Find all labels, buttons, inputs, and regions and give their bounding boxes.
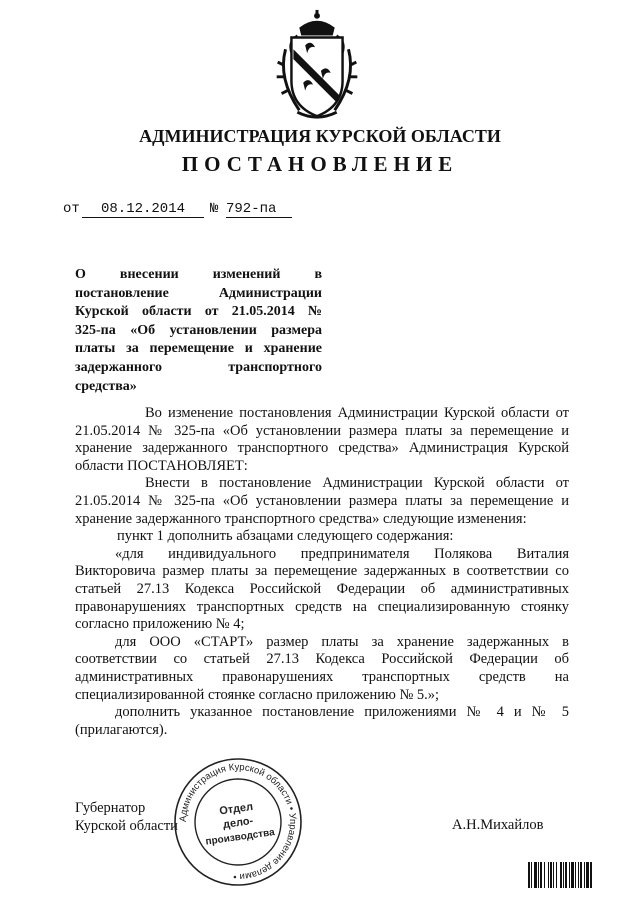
- stamp-center-line: Отдел: [218, 800, 254, 818]
- document-type-title: ПОСТАНОВЛЕНИЕ: [181, 152, 459, 176]
- body-line: области ПОСТАНОВЛЯЕТ:: [75, 457, 248, 474]
- barcode-bar: [553, 862, 554, 888]
- subject-line: постановление Администрации: [75, 285, 322, 301]
- body-line: хранение задержанного транспортного средства» Администрация Курской: [75, 440, 569, 457]
- barcode-bar: [584, 862, 585, 888]
- date-prefix: от: [63, 201, 80, 217]
- body-line: Внести в постановление Администрации Курской области от: [145, 475, 569, 492]
- document-subject: [75, 266, 322, 396]
- signatory-position-line: Губернатор: [75, 800, 146, 816]
- barcode-bar: [556, 862, 557, 888]
- barcode-bar: [534, 862, 537, 888]
- barcode-bar: [560, 862, 562, 888]
- stamp-center-line: производства: [204, 827, 276, 848]
- subject-line: Курской области от 21.05.2014 №: [75, 304, 322, 320]
- body-line: хранение задержанного транспортного средства» следующие изменения:: [75, 510, 527, 527]
- coat-of-arms-emblem: [258, 6, 376, 124]
- barcode-bar: [571, 862, 574, 888]
- barcode-bar: [580, 862, 582, 888]
- barcode-bar: [575, 862, 576, 888]
- body-line: согласно приложению № 4;: [75, 616, 245, 633]
- barcode-bar: [586, 862, 589, 888]
- body-line: административных правонарушениях транспортных средств на: [75, 668, 569, 685]
- document-number: 792-па: [226, 201, 292, 218]
- signatory-position: [75, 800, 178, 835]
- body-line: статьей 27.13 Кодекса Российской Федерации об административных: [75, 580, 569, 597]
- body-line: правонарушениях транспортных средств на специализированную стоянку: [75, 598, 569, 615]
- signatory-name: А.Н.Михайлов: [452, 817, 544, 833]
- barcode-bar: [563, 862, 564, 888]
- stamp-center-line: дело-: [222, 814, 254, 832]
- barcode-bar: [540, 862, 542, 888]
- barcode-bar: [548, 862, 549, 888]
- barcode-bar: [578, 862, 579, 888]
- body-line: «для индивидуального предпринимателя Полякова Виталия: [115, 545, 569, 562]
- barcode: [528, 862, 618, 888]
- subject-line: средства»: [75, 378, 137, 394]
- office-stamp: [172, 756, 304, 888]
- number-prefix: №: [210, 201, 219, 217]
- subject-line: 325-па «Об установлении размера: [75, 322, 322, 338]
- document-body: [75, 405, 569, 739]
- body-line: для ООО «СТАРТ» размер платы за хранение задержанных в: [115, 633, 569, 650]
- body-line: дополнить указанное постановление приложениями № 4 и № 5: [115, 704, 569, 721]
- barcode-bar: [565, 862, 567, 888]
- body-line: 21.05.2014 № 325-па «Об установлении размера платы за перемещение и: [75, 492, 569, 509]
- barcode-bar: [538, 862, 539, 888]
- barcode-bar: [528, 862, 530, 888]
- body-line: Викторовича размер платы за перемещение задержанных в соответствии со: [75, 563, 569, 580]
- organization-title: АДМИНИСТРАЦИЯ КУРСКОЙ ОБЛАСТИ: [139, 126, 501, 146]
- stamp-ring-text: Администрация Курской области • Управление делами •: [177, 761, 299, 883]
- barcode-bar: [550, 862, 552, 888]
- body-line: пункт 1 дополнить абзацами следующего содержания:: [117, 528, 454, 545]
- body-line: соответствии со статьей 27.13 Кодекса Российской Федерации об: [75, 651, 569, 668]
- signatory-position-line: Курской области: [75, 817, 178, 834]
- document-date: 08.12.2014: [82, 201, 204, 218]
- barcode-bar: [590, 862, 592, 888]
- body-line: Во изменение постановления Администрации Курской области от: [145, 405, 569, 421]
- subject-line: платы за перемещение и хранение: [75, 341, 322, 357]
- barcode-bar: [544, 862, 545, 888]
- subject-line: О внесении изменений в: [75, 267, 322, 282]
- body-line: 21.05.2014 № 325-па «Об установлении размера платы за перемещение и: [75, 422, 569, 439]
- subject-line: задержанного транспортного: [75, 359, 322, 375]
- body-line: специализированной стоянке согласно приложению № 5.»;: [75, 686, 440, 703]
- barcode-bar: [531, 862, 532, 888]
- barcode-bar: [569, 862, 570, 888]
- body-line: (прилагаются).: [75, 721, 168, 738]
